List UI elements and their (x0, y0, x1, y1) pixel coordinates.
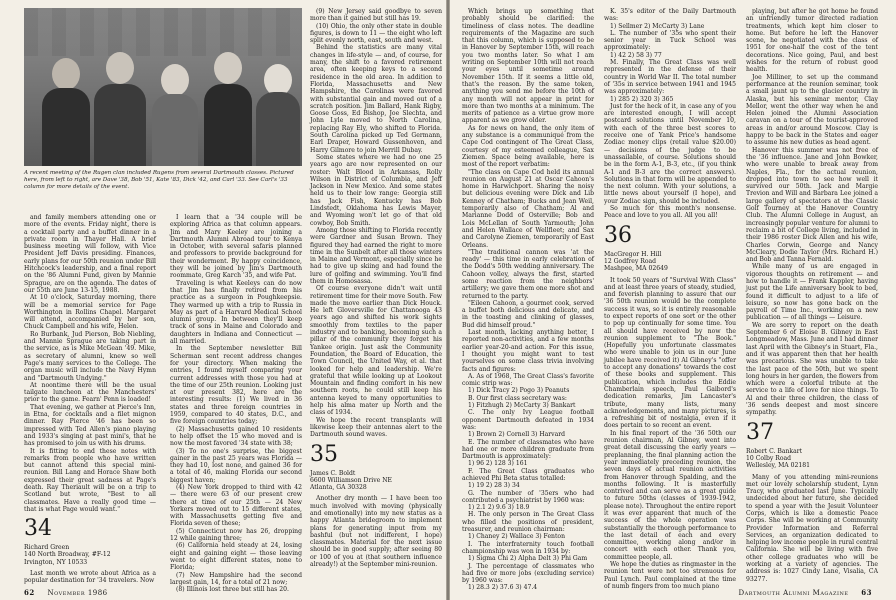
photo-person (152, 50, 198, 166)
body-paragraph: 1) Sigma Chi 2) Alpha Delt 3) Phi Gam (468, 555, 588, 563)
body-paragraph: F. The Great Class graduates who achieved Phi Beta status totalled: (462, 467, 594, 482)
body-paragraph: 1) Dick Tracy 2) Pogo 3) Peanuts (468, 387, 570, 395)
class-year-heading: 35 (310, 441, 338, 467)
body-paragraph: While many of us are engaged in vigorous thoughts on retirement — and how to handle it — Frank Kappler, having just put the Life anniversary book to bed, found it difficult to adjust to a life of leisure, so now has gone back on the payroll of Time Inc., working on a new publication — of all things — Leisure. (746, 263, 878, 322)
body-paragraph: H. The only person in The Great Class who filled the positions of president, treasurer, and reunion chairman: (462, 511, 594, 534)
address-line: 12 Godfrey Road (604, 257, 657, 265)
body-paragraph: (8) Illinois lost three but still has 20. (176, 586, 289, 594)
page-number: 62 (24, 588, 35, 597)
body-paragraph: (3) To no one's surprise, the biggest gainer in the past 25 years was Florida — they had 10, lost none, and gained 36 for a total of 46, making Florida our second biggest haven; (170, 447, 302, 484)
body-paragraph: B. Our first class secretary was: (468, 394, 567, 402)
right-column-3 (746, 8, 878, 586)
body-paragraph: So much for this month's nonsense. Peace and love to you all. All you all! (604, 205, 736, 220)
body-paragraph: Last month we wrote about Africa as a popular destination for '34 travelers. Now (24, 570, 156, 585)
body-paragraph: L. The number of '35s who spent their senior year in Tuck School was approximately: (604, 29, 736, 52)
right-column-2 (604, 8, 736, 590)
address-line: Richard Green (24, 544, 70, 552)
left-column-1 (24, 214, 156, 586)
body-paragraph: (5) Connecticut now has 26, dropping 12 while gaining three; (170, 527, 302, 543)
body-paragraph: 1) 285 2) 320 3) 365 (610, 95, 674, 103)
body-paragraph: Just for the heck of it, in case any of you are interested enough, I will accept postcard solutions until November 10, with each of the three best scores to receive one of Yank Price's handsome Zodiac money clips (retail value $20.00) — decisions of the judge to be unassailable, of course. Solutions should be in the form A-1, B-3, etc., (if you think A-1 and B-3 are the correct answers). Solutions in that form will be appended to the next column. With your solutions, a little news about yourself (I hope), and your Zodiac sign, should be included. (604, 102, 736, 205)
body-paragraph: At noontime there will be the usual tailgate luncheon at the Manchesters' prior to the game. Fearn' Penn is loaded! (24, 381, 156, 404)
body-paragraph: It is fitting to end these notes with remarks from people who have written but cannot attend this special mini-reunion. Bill Lang and Horace Shaw both expressed their great sadness at Page's death. Ray Theriault will be on a trip to Scotland but wrote, "Best to all classmates. Have a really good time — that is what Page would want." (24, 447, 156, 513)
body-paragraph: Traveling is what Keeleys can do now that Jim has finally retired from his practice as a surgeon in Poughkeepsie. They warmed up with a trip to Russia in May as part of a Harvard Medical School alumni group. In between they'll keep track of sons in Maine and Colorado and daughters in Indiana and Connecticut — all married. (170, 279, 302, 346)
body-paragraph: We hope the duties as ringmaster in the reunion tent were not too strenuous for Paul Lynch. Paul complained at the time of numb fingers from too much piano (604, 561, 736, 590)
address-line: Robert C. Bankart (746, 447, 803, 455)
photo-caption: A recent meeting of the Rugen clan included Rugens from several Dartmouth classes. Pictured here, from left to right, are Dave '38, Bob '51, Kate '83, Dick '42, and Carl '33. See Carl's '33 column for more details of the event. (24, 170, 294, 190)
photo-person (256, 50, 300, 166)
body-paragraph: Last month, lacking anything better, I reported non-activities, and a few months earlier year-20-and action. For this issue, I thought you might want to test yourselves on some class trivia involving facts and figures: (462, 329, 594, 373)
left-column-2 (170, 214, 302, 594)
body-paragraph: J. The percentage of classmates who had five or more jobs (excluding service) by 1960 was: (462, 562, 594, 585)
body-paragraph: A. As of 1968, The Great Class's favorite comic strip was: (462, 372, 594, 388)
right-page-footer (739, 588, 872, 597)
address-line: Atlanta, GA 30328 (310, 484, 367, 492)
class-year-heading: 34 (24, 516, 52, 542)
body-paragraph: Of course everyone didn't wait until retirement time for their move South. Few made the move earlier than Dick Houck. He left Gloversville for Chattanooga 43 years ago and shifted his work sights smoothly from textiles to the paper industry and to banking, becoming such a pillar of the community they forget his Yankee origin. Just ask the Community Foundation, the Board of Education, the Town Council, the United Way, et al. that looked for help and leadership. We're grateful that while looking up at Lookout Mountain and finding comfort in his new southern roots, he could still keep his antenna keyed to many opportunities to help his alma mater up North and the class of 1934. (310, 285, 442, 417)
body-paragraph: (4) New York dropped to third with 42 — there were 63 of our present crew there at time of our 25th — 24 New Yorkers moved out to 15 different states, with Massachusetts getting five and Florida seven of these; (170, 483, 302, 528)
body-paragraph: and family members attending one or more of the events. Friday night, there is a cocktail party and a buffet dinner in a private room in Thayer Hall. A brief business meeting will follow, with Vice President Jeff Davis presiding. Finances, early plans for our 50th reunion under Bill Hitchcock's leadership, and a final report on the '86 Alumni Fund, given by Mannie Sprague, are on the agenda. The dates of our 55th are June 13-15, 1988. (24, 214, 156, 294)
body-paragraph: I learn that a '34 couple will be exploring Africa as that column appears. Jim and Mary Keeley are joining a Dartmouth Alumni Abroad tour to Kenya in October, with several safaris planned and professors to provide background for their wonderment. By happy coincidence, they will be joined by Jim's Dartmouth roommate, Greg Karch '35, and wife Pat. (170, 214, 302, 280)
body-paragraph: (6) California held steady at 24, losing eight and gaining eight — those leaving went to eight different states, none to Florida; (170, 542, 302, 572)
body-paragraph: (9) New Jersey said goodbye to seven more than it gained but still has 19. (310, 8, 442, 23)
right-page (450, 0, 896, 600)
address-line: Wellesley, MA 02181 (746, 462, 811, 470)
address-line: 10 Colby Road (746, 454, 792, 462)
body-paragraph: playing, but after he got home he found an unfriendly tumor directed radiation treatments, which kept him closer to home. But before he left the Hanover scene, he negotiated with the class of 1951 for one-half the cost of the tent decorations. Nice going, Paul, and best wishes for the return of robust good health. (746, 8, 878, 74)
body-paragraph: G. The number of '35ers who had contributed a psychiatrist by 1960 was: (462, 489, 594, 504)
body-paragraph: C. The only Ivy League football opponent Dartmouth defeated in 1934 was: (462, 409, 594, 431)
body-paragraph: 1) 28.3 2) 37.6 3) 47.4 (468, 584, 538, 592)
secretary-address (24, 544, 156, 566)
secretary-address (310, 470, 442, 492)
right-column-1 (462, 8, 594, 592)
body-paragraph: In the September newsletter Bill Scherman sent recent address changes for your directory. When making the entries, I found myself comparing your current addresses with those you had at the time of our 25th reunion. Looking just at our present 382, here are the interesting results: (1) We lived in 36 states and three foreign countries in 1959, compared to 40 states, D.C., and five foreign countries today; (170, 345, 302, 426)
body-paragraph: Some states where we had no one 25 years ago are now represented on our roster: Walt Blood in Arkansas, Rolly Wilson in District of Columbia, and Jeff Jackson in New Mexico. And some states held us to their low range: Georgia still has Jack Fish, Kentucky has Bob Lindstedt, Oklahoma has Lewis Mayer, and Wyoming won't let go of that old cowboy, Bob Smith. (310, 153, 442, 227)
body-paragraph: 1) 42 2) 58 3) 77 (610, 51, 662, 59)
photo-person (204, 42, 252, 166)
body-paragraph: "The class on Cape Cod held its annual reunion on August 21 at Oscar Cahoon's home in Harwichport. Sharing the noisy but delicious evening were Dick and Lib Kenney of Chatham; Bucks and Jean Weil, temporarily also of Chatham; Al and Marianne Dodd of Osterville; Bob and Lois McLellan of South Yarmouth; John and Helen Wallace of Wellfleet; and Sax and Carolyne Ziemen, temporarily of East Orleans. (462, 168, 594, 249)
body-paragraph: Joe Milliner, to set up the command performance at the reunion seminar, took a small jaunt up to the glacier country in Alaska, but his seminar mentor, Clay Mellor, went the other way when he and Helen joined the Alumni Association caravan on a tour of the tourist-approved areas in and/or around Moscow. Clay is happy to be back in the States and eager to assume his new duties as head agent. (746, 73, 878, 147)
body-paragraph: At 10 o'clock, Saturday morning, there will be a memorial service for Page Worthington in Rollins Chapel. Margaret will attend, accompanied by her son, Chuck Campbell and his wife, Helen. (24, 294, 156, 331)
body-paragraph: Another dry month — I have been too much involved with moving (physically and emotionally) into my new status as a happy Atlanta bridegroom to implement plans for generating input from my bashful (but not indifferent, I hope) classmates. Material for the next issue should be in good supply; after seeing 80 or 100 of you at (that southern influence already!) at the September mini-reunion. (310, 495, 442, 569)
address-line: Mashpee, MA 02649 (604, 265, 668, 273)
body-paragraph: Hanover this summer was not free of the '36 influence. Jane and John Bowker, who were unable to break away from Naples, Fla., for the actual reunion, dropped into town to see how well it survived our 50th. Jack and Margie Trevion and Will and Barbara Lee joined a large gallery of spectators at the Classic Golf Tourney at the Hanover Country Club. The Alumni College in August, an increasingly popular venture for alumni to reclaim a bit of College living, included in their 1986 roster Dick Allen and his wife, Charles Corwin, George and Nancy McCleary, Dodie Taylor (Mrs. Richard H.) and Bob and Tanna Fernald. (746, 146, 878, 264)
left-column-3 (310, 8, 442, 586)
secretary-address (746, 448, 878, 470)
body-paragraph: (7) New Hampshire had the second largest gain, 14, for a total of 21 now; (170, 571, 302, 586)
body-paragraph: 1) Sellmer 2) McCarty 3) Lane (610, 22, 705, 30)
body-paragraph: I. The interfraternity touch football championship was won in 1934 by: (462, 540, 594, 555)
body-paragraph: 1) Chaney 2) Wallace 3) Fenton (468, 533, 566, 541)
body-paragraph: That evening, we gather at Pierce's Inn, in Etna, for cocktails and a filet mignon dinner. Ray Pierce '46 has been so impressed with Ted Allen's piano playing and 1933's singing at past mini's, that he has promised to join us with his drums. (24, 403, 156, 448)
body-paragraph: In his final report of the '36 50th our reunion chairman, Al Gibney, went into great detail discussing the early years — preplanning, the final planning action the year immediately preceding reunion, the seven days of actual reunion activities from Hanover through Spalding, and the months following. It is masterfully contrived and can serve as a great guide to future 50ths (classes of 1939-1942, please note). Throughout the entire report it was ever apparent that much of the success of the whole operation was substantially the thorough performance to the last detail of each and every committee, working along and/or in concert with each other. Thank you, committee people, all. (604, 429, 736, 561)
photo-person (42, 46, 90, 166)
magazine-name: Dartmouth Alumni Magazine (738, 589, 849, 597)
address-line: 140 North Broadway, #F-12 (24, 551, 111, 559)
body-paragraph: 1) 2.1 2) 9.6 3) 18.9 (468, 504, 530, 512)
body-paragraph: 1) 19 2) 28 3) 34 (468, 482, 520, 490)
body-paragraph: Behind the statistics are many vital changes in life-style — and, of course, for many, the shift to a favored retirement area, often keeping keys to a second residence in the old area. In addition to Florida, Massachusetts and New Hampshire, the Carolinas were favored with substantial gain and moved out of a scratch position. Jim Ballard, Hank Rigby, Goose Goss, Ed Bishop, Joe Slechta, and John Lyle moved to North Carolina, replacing Ray Ely, who shifted to Florida. South Carolina picked up Ted Germann, Earl Draper, Howard Gussenhoven, and Harry Gilmore to join Merrill Dubay. (310, 44, 442, 154)
body-paragraph: 1) Brown 2) Cornell 3) Harvard (468, 431, 566, 439)
body-paragraph: (2) Massachusetts gained 10 residents to help offset the 15 who moved and is now the most favored '34 state with 38; (170, 425, 302, 448)
body-paragraph: E. The number of classmates who have had one or more children graduate from Dartmouth is approximately: (462, 438, 594, 461)
class-year-heading: 36 (604, 222, 632, 248)
body-paragraph: 1) 96 2) 128 3) 161 (468, 460, 528, 468)
body-paragraph: Which brings up something that probably should be clarified: the timeliness of class notes. The deadline requirements of the Magazine are such that this column, which is supposed to be in Hanover by September 15th, will reach you two months later. So what I am writing on September 10th will not reach your eyes until sometime around November 15th. If it seems a little old, that's the reason. By the same token, anything you send me before the 10th of any month will not appear in print for more than two months at a minimum. The merits of patience as a virtue grow more apparent as we grow older. (462, 8, 594, 125)
body-paragraph: Ro Burbank, Jud Pierson, Bob Niebling, and Mannie Sprague are taking part in the service, as is Mike McGean '49. Mike, as secretary of alumni, knew so well Page's many services to the College. The organ music will include the Navy Hymn and "Dartmouth Undying." (24, 330, 156, 382)
left-page-footer (24, 588, 108, 597)
body-paragraph: 1) Fitzhugh 2) McCarty 3) Bankart (468, 402, 576, 410)
issue-date: November 1986 (47, 589, 108, 597)
body-paragraph: "The traditional cannon was 'at the ready' — this time in early celebration of the Dodd's 50th wedding anniversary. The Cahoon volley, always the first, started some reaction from the neighbors' artillery; we gave them one more shot and returned to the party. (462, 248, 594, 300)
body-paragraph: We hope the recent transplants will likewise keep their antennas alert to the Dartmouth sound waves. (310, 416, 442, 439)
address-line: Irvington, NY 10533 (24, 558, 88, 566)
rugen-family-photo (24, 8, 302, 166)
class-year-heading: 37 (746, 419, 774, 445)
left-page (0, 0, 446, 600)
secretary-address (604, 251, 736, 273)
body-paragraph: We are sorry to report on the death September 6 of Eloise B. Gibney in East Longmeadow, Mass. June and I had dinner last April with the Gibney's in Stuart, Fla., and it was apparent then that her health was precarious. She was unable to take the last pace of the 50th, but we spent long hours in her garden, the flowers from which were a colorful tribute at the service to a life of love for nice things. To Al and their three children, the class of '36 sends deepest and most sincere sympathy. (746, 321, 878, 417)
address-line: James C. Boldt (310, 469, 356, 477)
body-paragraph: As for news on hand, the only item of any substance is a communiqué from the Cape Cod contingent of The Great Class, courtesy of my esteemed colleague, Sax Ziemen. Space being available, here is most of the report verbatim: (462, 124, 594, 169)
body-paragraph: M. Finally, The Great Class was well represented in the defense of their country in World War II. The total number of '35s in service between 1941 and 1945 was approximately: (604, 59, 736, 96)
body-paragraph: Many of you attending mini-reunions met our lovely scholarship student, Lynn Tracy, who graduated last June. Typically undecided about her future, she decided to spend a year with the Jesuit Volunteer Corps, which is like a domestic Peace Corps. She will be working at Community Provider Information and Referral Services, an organization dedicated to helping low income people in rural central California. She will be living with five other college graduates who will be working at a variety of agencies. The address is: 1027 Cindy Lane, Visalia, CA 93277. (746, 473, 878, 583)
body-paragraph: It took 50 years of "Survival With Class" and at least three years of steady, studied, and feverish planning to assure that our '36 50th reunion would be the complete success it was, so it is entirely reasonable to expect reports of one sort or the other to pop up continually for some time. You all should have received by now the reunion supplement to "The Book." (Hopefully you unfortunate classmates who were unable to join us in our June jubilee have received it) Al Gibney's "offer to accept any donations" towards the cost of these books and supplement. This publication, which includes the Eddie Chamberlain speech, Paul Gaibord's dedication remarks, Jim Lancaster's tribute, many lists, many acknowledgements, and many pictures, is a refreshing bit of nostalgia, even if it does pertain to so recent an event. (604, 276, 736, 430)
body-paragraph: K. 35's editor of the Daily Dartmouth was: (604, 8, 736, 23)
body-paragraph: "Eileen Cahoon, a gourmet cook, served a buffet both delicious and delicate, and in the toasting and clinking of glasses, Bud did himself proud." (462, 299, 594, 329)
address-line: 6600 Williamson Drive NE (310, 476, 392, 484)
page-number: 63 (861, 588, 872, 597)
body-paragraph: Among those shifting to Florida recently were Gardner and Susan Brown. They figured they had earned the right to more time in the Sunbelt after all those winters in Maine and Vermont, especially since he had to give up skiing and had found the lure of golfing and swimming. You'll find them in Homosassa. (310, 226, 442, 285)
photo-person (94, 42, 146, 166)
body-paragraph: (10) Ohio, the only other state in double figures, is down to 11 — the eight who left split evenly north, east, south and west. (310, 22, 442, 45)
address-line: MacGregor H. Hill (604, 250, 662, 258)
